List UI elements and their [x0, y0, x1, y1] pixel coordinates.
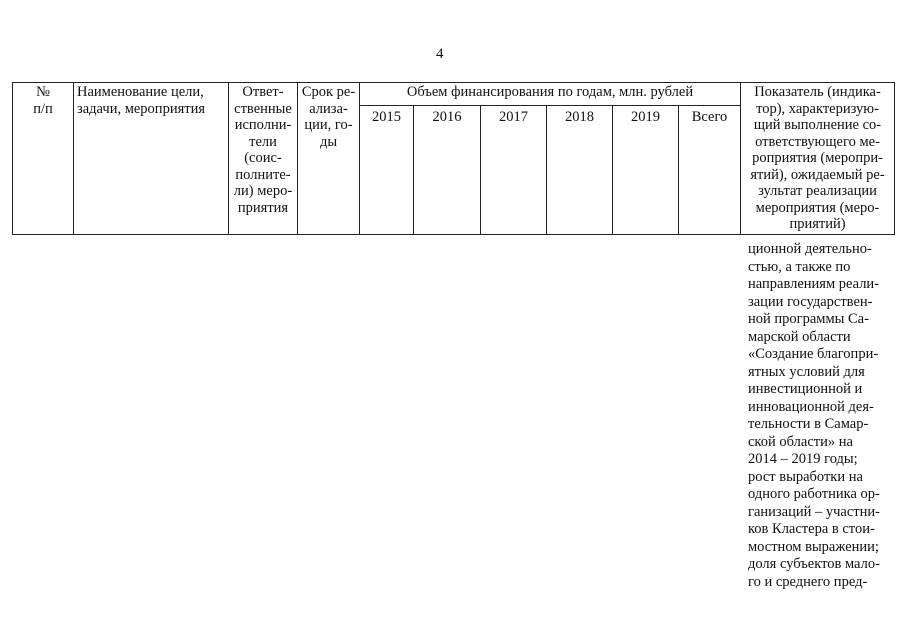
continuation-line: инвестиционной и	[748, 381, 863, 397]
header-number	[13, 83, 74, 235]
header-responsible-line: (соис-	[244, 150, 282, 166]
continuation-line: марской области	[748, 328, 851, 345]
continuation-line: рост выработки на	[748, 468, 863, 485]
continuation-line: ной программы Са-	[748, 311, 869, 327]
header-year-total: Всего	[679, 106, 741, 235]
header-indicator-line: Показатель (индика-	[754, 84, 881, 100]
header-year-2017: 2017	[481, 106, 547, 235]
page-number: 4	[436, 46, 444, 62]
continuation-line: ятных условий для	[748, 363, 865, 380]
continuation-line: «Создание благопри-	[748, 346, 879, 362]
header-indicator-line: ответствующего ме-	[755, 133, 880, 150]
continuation-line: стью, а также по	[748, 258, 851, 275]
header-year-2018: 2018	[547, 106, 613, 235]
header-responsible-line: ли) меро-	[233, 183, 293, 199]
header-name	[74, 83, 229, 235]
header-responsible	[229, 83, 298, 235]
header-term-line: ды	[319, 133, 338, 150]
continuation-line: доля субъектов мало-	[748, 556, 880, 572]
continuation-line: 2014 – 2019 годы;	[748, 451, 858, 467]
header-term-line: ализа-	[309, 100, 348, 117]
header-number-line: №	[36, 84, 50, 100]
header-indicator-line: роприятия (меропри-	[752, 150, 883, 166]
continuation-line: ков Кластера в стои-	[748, 521, 875, 537]
header-indicator	[741, 83, 895, 235]
header-term-line: Срок ре-	[301, 84, 356, 100]
continuation-line: зации государствен-	[748, 293, 873, 310]
header-year-2016: 2016	[414, 106, 481, 235]
header-responsible-line: Ответ-	[242, 84, 284, 100]
header-responsible-line: исполни-	[234, 117, 292, 133]
header-indicator-line: приятий)	[789, 216, 846, 232]
header-indicator-line: мероприятия (меро-	[755, 199, 880, 216]
continuation-line: инновационной дея-	[748, 398, 874, 415]
header-responsible-line: полните-	[235, 166, 291, 183]
header-indicator-line: ятий), ожидаемый ре-	[750, 166, 885, 183]
header-year-2019: 2019	[613, 106, 679, 235]
continuation-line: направлениям реали-	[748, 276, 880, 292]
header-number-line: п/п	[33, 100, 53, 117]
indicator-continuation-text	[748, 241, 898, 591]
header-indicator-line: щий выполнение со-	[753, 117, 882, 133]
header-responsible-line: приятия	[237, 199, 289, 216]
continuation-line: одного работника ор-	[748, 486, 880, 502]
header-name-line: задачи, мероприятия	[77, 100, 206, 117]
header-indicator-line: зультат реализации	[758, 183, 877, 199]
program-table-header	[12, 82, 895, 235]
continuation-line: ганизаций – участни-	[748, 503, 880, 520]
header-term-line: ции, го-	[304, 117, 353, 133]
header-name-line: Наименование цели,	[77, 84, 204, 100]
continuation-line: го и среднего пред-	[748, 573, 868, 590]
continuation-line: мостном выражении;	[748, 538, 879, 555]
header-indicator-line: тор), характеризую-	[756, 100, 879, 117]
header-year-2015: 2015	[360, 106, 414, 235]
header-responsible-line: тели	[249, 133, 277, 150]
continuation-line: тельности в Самар-	[748, 416, 869, 432]
continuation-line: ционной деятельно-	[748, 241, 872, 257]
header-funding: Объем финансирования по годам, млн. рублей	[360, 83, 741, 106]
header-term	[298, 83, 360, 235]
continuation-line: ской области» на	[748, 433, 853, 450]
header-responsible-line: ственные	[234, 100, 292, 117]
